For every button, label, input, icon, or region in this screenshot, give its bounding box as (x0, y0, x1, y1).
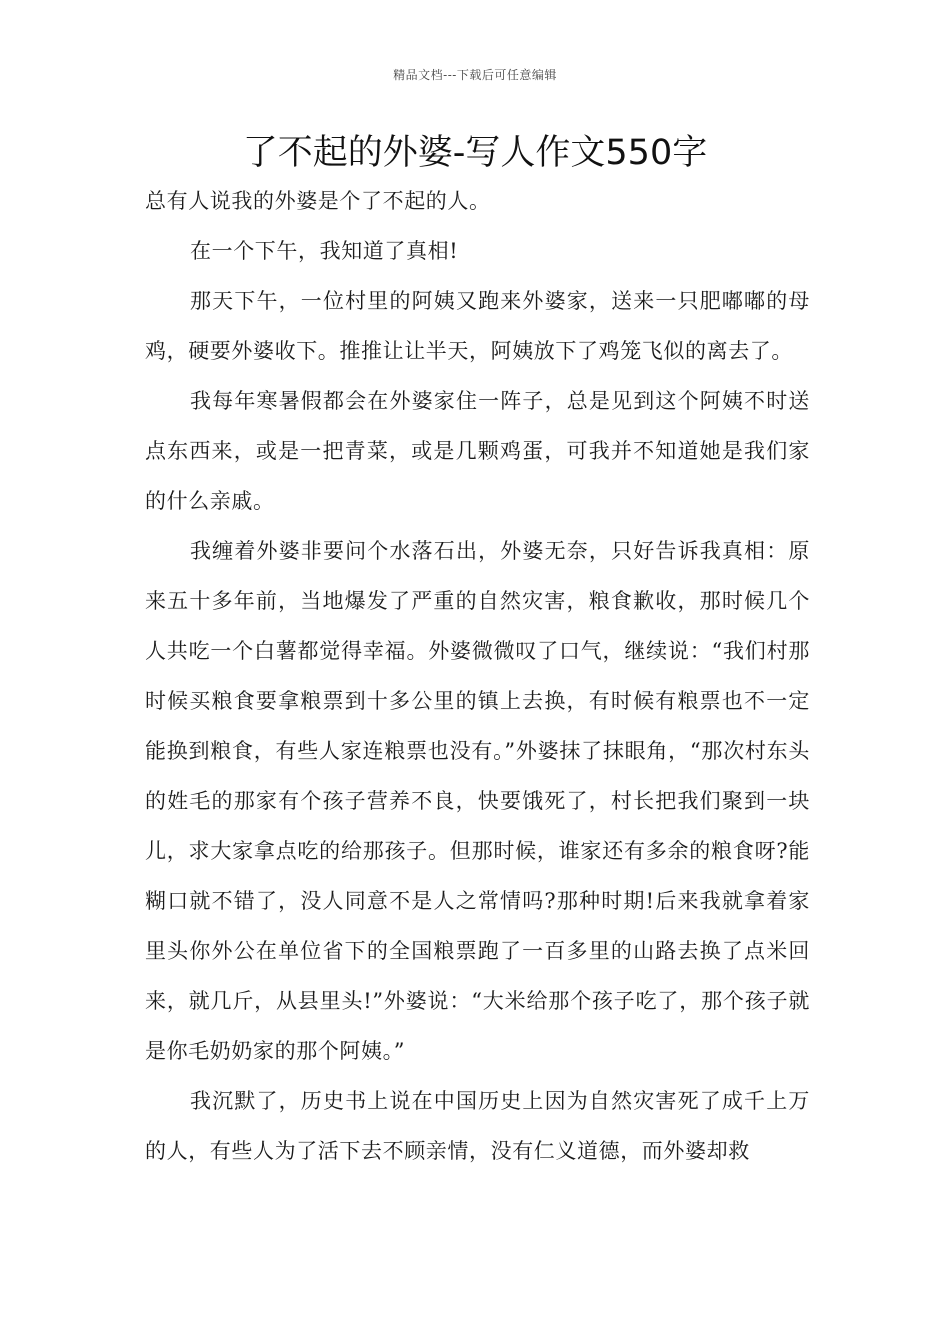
document-body (145, 176, 810, 1176)
paragraph: 我缠着外婆非要问个水落石出，外婆无奈，只好告诉我真相：原来五十多年前，当地爆发了严重的自然灾害，粮食歉收，那时候几个人共吃一个白薯都觉得幸福。外婆微微叹了口气，继续说：“我们村那时候买粮食要拿粮票到十多公里的镇上去换，有时候有粮票也不一定能换到粮食，有些人家连粮票也没有。”外婆抹了抹眼角，“那次村东头的姓毛的那家有个孩子营养不良，快要饿死了，村长把我们聚到一块儿，求大家拿点吃的给那孩子。但那时候，谁家还有多余的粮食呀?能糊口就不错了，没人同意不是人之常情吗?那种时期!后来我就拿着家里头你外公在单位省下的全国粮票跑了一百多里的山路去换了点米回来，就几斤，从县里头!”外婆说：“大米给那个孩子吃了，那个孩子就是你毛奶奶家的那个阿姨。” (145, 539, 810, 1063)
document-title: 了不起的外婆-写人作文550字 (242, 133, 708, 173)
paragraph: 在一个下午，我知道了真相! (190, 239, 459, 263)
header-note: 精品文档---下载后可任意编辑 (393, 68, 557, 82)
paragraph: 总有人说我的外婆是个了不起的人。 (145, 189, 491, 213)
paragraph: 我每年寒暑假都会在外婆家住一阵子，总是见到这个阿姨不时送点东西来，或是一把青菜，或是几颗鸡蛋，可我并不知道她是我们家的什么亲戚。 (145, 389, 810, 513)
paragraph: 我沉默了，历史书上说在中国历史上因为自然灾害死了成千上万的人，有些人为了活下去不顾亲情，没有仁义道德，而外婆却救 (145, 1089, 810, 1163)
paragraph: 那天下午，一位村里的阿姨又跑来外婆家，送来一只肥嘟嘟的母鸡，硬要外婆收下。推推让让半天，阿姨放下了鸡笼飞似的离去了。 (145, 289, 810, 363)
